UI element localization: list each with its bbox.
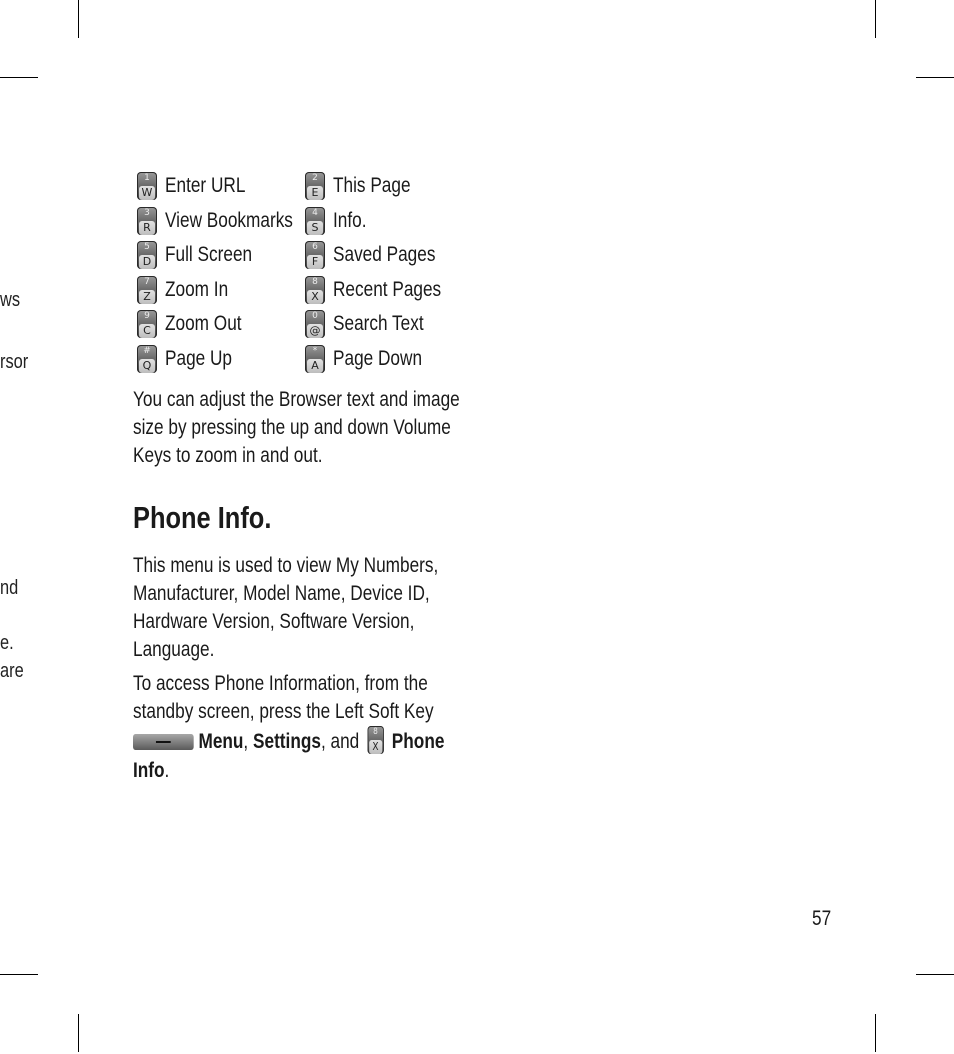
shortcut-label: This Page bbox=[333, 174, 411, 197]
shortcut-label: View Bookmarks bbox=[165, 209, 293, 232]
shortcut-this-page bbox=[305, 172, 428, 200]
menu-term: Menu bbox=[198, 730, 244, 753]
edge-text-fragment: are bbox=[0, 660, 24, 682]
shortcut-label: Page Up bbox=[165, 347, 233, 370]
keypad-9-icon: 9 C bbox=[137, 310, 157, 338]
shortcut-zoom-in bbox=[137, 276, 242, 304]
shortcut-search-text bbox=[305, 310, 444, 338]
page-content bbox=[133, 168, 473, 785]
shortcut-label: Search Text bbox=[333, 312, 424, 335]
edge-text-fragment: e. bbox=[0, 632, 14, 654]
keypad-1-icon: 1 W bbox=[137, 172, 157, 200]
shortcut-label: Zoom In bbox=[165, 278, 229, 301]
shortcut-label: Full Screen bbox=[165, 243, 253, 266]
left-soft-key-icon bbox=[133, 734, 194, 750]
shortcut-label: Page Down bbox=[333, 347, 423, 370]
separator: , and bbox=[320, 730, 360, 753]
keypad-star-icon: * A bbox=[305, 345, 325, 373]
shortcut-zoom-out bbox=[137, 310, 258, 338]
edge-text-fragment: rsor bbox=[0, 351, 29, 373]
edge-text-fragment: nd bbox=[0, 577, 19, 599]
crop-mark bbox=[78, 1014, 79, 1052]
keypad-7-icon: 7 Z bbox=[137, 276, 157, 304]
keypad-2-icon: 2 E bbox=[305, 172, 325, 200]
crop-mark bbox=[875, 0, 876, 38]
crop-mark bbox=[0, 77, 38, 78]
shortcut-page-up bbox=[137, 345, 247, 373]
keypad-3-icon: 3 R bbox=[137, 207, 157, 235]
shortcut-full-screen bbox=[137, 241, 271, 269]
edge-text-fragment: ws bbox=[0, 289, 21, 311]
browser-zoom-paragraph: You can adjust the Browser text and image size by pressing the up and down Volume Keys to zoom in and out. bbox=[133, 388, 460, 467]
shortcut-view-bookmarks bbox=[137, 207, 321, 235]
crop-mark bbox=[916, 974, 954, 975]
shortcut-label: Info. bbox=[333, 209, 367, 232]
phone-info-term: Phone Info bbox=[133, 730, 445, 782]
shortcut-label: Recent Pages bbox=[333, 278, 442, 301]
keypad-hash-icon: # Q bbox=[137, 345, 157, 373]
shortcut-label: Zoom Out bbox=[165, 312, 242, 335]
access-instructions: To access Phone Information, from the standby screen, press the Left Soft Key bbox=[133, 672, 434, 723]
crop-mark bbox=[78, 0, 79, 38]
shortcut-page-down bbox=[305, 345, 442, 373]
keypad-8-icon: 8 X bbox=[305, 276, 325, 304]
keypad-8-icon: 8 X bbox=[367, 726, 383, 754]
shortcut-saved-pages bbox=[305, 241, 458, 269]
shortcut-label: Enter URL bbox=[165, 174, 246, 197]
access-path bbox=[133, 726, 477, 785]
keypad-4-icon: 4 S bbox=[305, 207, 325, 235]
phone-info-description: This menu is used to view My Numbers, Manufacturer, Model Name, Device ID, Hardware Version, Software Version, Language. bbox=[133, 554, 439, 661]
section-title: Phone Info. bbox=[133, 500, 272, 535]
shortcut-info bbox=[305, 207, 374, 235]
keypad-0-icon: 0 @ bbox=[305, 310, 325, 338]
separator: , bbox=[243, 730, 249, 753]
keypad-5-icon: 5 D bbox=[137, 241, 157, 269]
crop-mark bbox=[875, 1014, 876, 1052]
page-number: 57 bbox=[812, 907, 832, 930]
crop-mark bbox=[0, 974, 38, 975]
crop-mark bbox=[916, 77, 954, 78]
shortcut-label: Saved Pages bbox=[333, 243, 436, 266]
settings-term: Settings bbox=[253, 730, 321, 753]
browser-key-shortcuts bbox=[133, 168, 473, 378]
shortcut-recent-pages bbox=[305, 276, 465, 304]
separator: . bbox=[164, 759, 170, 782]
keypad-6-icon: 6 F bbox=[305, 241, 325, 269]
shortcut-enter-url bbox=[137, 172, 263, 200]
